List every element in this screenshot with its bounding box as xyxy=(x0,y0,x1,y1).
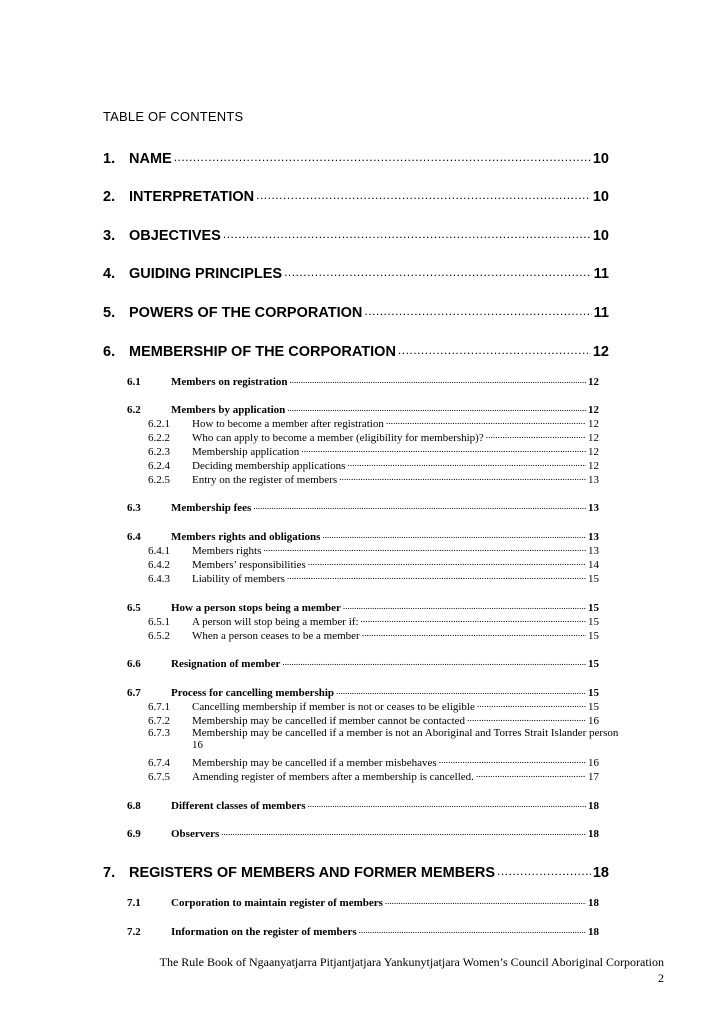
toc-entry-6-7-4[interactable] xyxy=(148,755,599,769)
entry-page: 10 xyxy=(592,188,609,205)
dot-leader xyxy=(467,713,586,724)
entry-number: 6.1 xyxy=(127,376,141,388)
entry-title: Members’ responsibilities xyxy=(192,559,306,571)
entry-number: 6.7.4 xyxy=(148,757,170,769)
entry-page: 11 xyxy=(593,265,609,282)
toc-entry-6-7-5[interactable] xyxy=(148,769,599,783)
toc-entry-4[interactable] xyxy=(103,263,609,282)
toc-entry-3[interactable] xyxy=(103,225,609,244)
dot-leader xyxy=(361,614,587,625)
entry-page: 12 xyxy=(588,418,599,430)
dot-leader xyxy=(263,543,586,554)
toc-entry-1[interactable] xyxy=(103,148,609,167)
toc-entry-6-7-3[interactable] xyxy=(148,727,678,751)
entry-number: 6.2.5 xyxy=(148,474,170,486)
toc-entry-6-5[interactable] xyxy=(127,600,599,614)
toc-entry-6[interactable] xyxy=(103,341,609,360)
entry-title: Who can apply to become a member (eligibility for membership)? xyxy=(192,432,484,444)
entry-title: Process for cancelling membership xyxy=(171,687,335,699)
entry-page: 18 xyxy=(588,926,599,938)
entry-number: 6.2 xyxy=(127,404,141,416)
entry-page: 15 xyxy=(588,602,599,614)
toc-entry-6-5-2[interactable] xyxy=(148,628,599,642)
dot-leader xyxy=(364,302,591,317)
toc-entry-6-4-3[interactable] xyxy=(148,571,599,585)
toc-entry-6-7[interactable] xyxy=(127,685,599,699)
dot-leader xyxy=(284,263,592,278)
toc-entry-6-1[interactable] xyxy=(127,374,599,388)
dot-leader xyxy=(486,430,586,441)
entry-number: 6.4.2 xyxy=(148,559,170,571)
entry-page: 15 xyxy=(588,701,599,713)
dot-leader xyxy=(256,186,591,201)
dot-leader xyxy=(385,895,586,906)
entry-page: 15 xyxy=(588,630,599,642)
entry-page: 11 xyxy=(593,304,609,321)
entry-title: Membership fees xyxy=(171,502,252,514)
toc-entry-6-2-4[interactable] xyxy=(148,458,599,472)
entry-number: 6.7.2 xyxy=(148,715,170,727)
dot-leader xyxy=(308,557,586,568)
entry-title: Members by application xyxy=(171,404,286,416)
dot-leader xyxy=(398,341,591,356)
entry-number: 6.4 xyxy=(127,531,141,543)
toc-entry-7-1[interactable] xyxy=(127,895,599,909)
entry-title: Different classes of members xyxy=(171,800,306,812)
dot-leader xyxy=(290,374,587,385)
entry-number: 6. xyxy=(103,343,116,360)
entry-page: 10 xyxy=(592,150,609,167)
entry-page: 13 xyxy=(588,531,599,543)
toc-entry-6-2-3[interactable] xyxy=(148,444,599,458)
toc-entry-6-4-2[interactable] xyxy=(148,557,599,571)
entry-page: 15 xyxy=(588,616,599,628)
entry-title: REGISTERS OF MEMBERS AND FORMER MEMBERS xyxy=(129,864,496,881)
dot-leader xyxy=(497,862,591,877)
entry-page: 12 xyxy=(588,404,599,416)
toc-entry-6-5-1[interactable] xyxy=(148,614,599,628)
entry-page: 18 xyxy=(592,864,609,881)
entry-number: 3. xyxy=(103,227,116,244)
entry-number: 6.9 xyxy=(127,828,141,840)
entry-number: 6.2.2 xyxy=(148,432,170,444)
entry-page: 15 xyxy=(588,687,599,699)
entry-number: 6.5.2 xyxy=(148,630,170,642)
entry-number: 1. xyxy=(103,150,116,167)
entry-title: GUIDING PRINCIPLES xyxy=(129,265,283,282)
entry-title: Cancelling membership if member is not or ceases to be eligible xyxy=(192,701,475,713)
entry-number: 6.2.4 xyxy=(148,460,170,472)
toc-entry-6-8[interactable] xyxy=(127,798,599,812)
entry-title: INTERPRETATION xyxy=(129,188,255,205)
dot-leader xyxy=(308,798,586,809)
entry-title: Information on the register of members xyxy=(171,926,357,938)
entry-page: 10 xyxy=(592,227,609,244)
entry-number: 5. xyxy=(103,304,116,321)
entry-page: 13 xyxy=(588,502,599,514)
entry-title: POWERS OF THE CORPORATION xyxy=(129,304,363,321)
toc-entry-6-9[interactable] xyxy=(127,826,599,840)
entry-number: 6.3 xyxy=(127,502,141,514)
dot-leader xyxy=(476,769,586,780)
entry-title: Membership application xyxy=(192,446,300,458)
toc-entry-6-6[interactable] xyxy=(127,656,599,670)
entry-page: 12 xyxy=(588,432,599,444)
footer-text: The Rule Book of Ngaanyatjarra Pitjantjatjara Yankunytjatjara Women’s Council Aboriginal Corporation xyxy=(159,955,664,969)
entry-title: Resignation of member xyxy=(171,658,281,670)
entry-number: 6.2.1 xyxy=(148,418,170,430)
toc-entry-6-3[interactable] xyxy=(127,500,599,514)
entry-title: How a person stops being a member xyxy=(171,602,341,614)
toc-entry-6-2-2[interactable] xyxy=(148,430,599,444)
entry-title: MEMBERSHIP OF THE CORPORATION xyxy=(129,343,396,360)
entry-page: 18 xyxy=(588,828,599,840)
dot-leader xyxy=(282,656,586,667)
dot-leader xyxy=(362,628,586,639)
entry-number: 6.7.5 xyxy=(148,771,170,783)
dot-leader xyxy=(439,755,586,766)
entry-number: 7.1 xyxy=(127,897,141,909)
entry-number: 6.6 xyxy=(127,658,141,670)
entry-title: Entry on the register of members xyxy=(192,474,338,486)
entry-number: 6.4.1 xyxy=(148,545,170,557)
entry-page: 12 xyxy=(588,460,599,472)
entry-number: 6.7 xyxy=(127,687,141,699)
entry-number: 2. xyxy=(103,188,116,205)
entry-page: 12 xyxy=(588,376,599,388)
entry-title: Membership may be cancelled if a member misbehaves xyxy=(192,757,437,769)
dot-leader xyxy=(359,924,586,935)
entry-title: Members on registration xyxy=(171,376,288,388)
entry-page: 16 xyxy=(588,715,599,727)
dot-leader xyxy=(477,699,586,710)
toc-entry-6-4[interactable] xyxy=(127,529,599,543)
dot-leader xyxy=(223,225,591,240)
entry-page: 12 xyxy=(588,446,599,458)
dot-leader xyxy=(343,600,586,611)
toc-entry-6-2-1[interactable] xyxy=(148,416,599,430)
dot-leader xyxy=(287,402,586,413)
entry-page: 16 xyxy=(192,739,203,751)
entry-number: 7.2 xyxy=(127,926,141,938)
entry-title: When a person ceases to be a member xyxy=(192,630,360,642)
entry-number: 6.8 xyxy=(127,800,141,812)
entry-title: A person will stop being a member if: xyxy=(192,616,359,628)
toc-entry-6-2[interactable] xyxy=(127,402,599,416)
toc-entry-2[interactable] xyxy=(103,186,609,205)
entry-page: 18 xyxy=(588,800,599,812)
entry-page: 15 xyxy=(588,658,599,670)
entry-number: 6.7.3 xyxy=(148,727,170,739)
entry-title: Deciding membership applications xyxy=(192,460,346,472)
entry-title: OBJECTIVES xyxy=(129,227,221,244)
entry-title: How to become a member after registration xyxy=(192,418,384,430)
dot-leader xyxy=(347,458,586,469)
entry-number: 7. xyxy=(103,864,116,881)
entry-number: 6.5.1 xyxy=(148,616,170,628)
toc-entry-7[interactable] xyxy=(103,862,609,881)
entry-number: 6.4.3 xyxy=(148,573,170,585)
entry-page: 13 xyxy=(588,474,599,486)
toc-entry-6-7-2[interactable] xyxy=(148,713,599,727)
entry-page: 14 xyxy=(588,559,599,571)
toc-entry-6-2-5[interactable] xyxy=(148,472,599,486)
entry-title: Liability of members xyxy=(192,573,285,585)
dot-leader xyxy=(386,416,586,427)
entry-number: 6.2.3 xyxy=(148,446,170,458)
entry-number: 4. xyxy=(103,265,116,282)
entry-page: 16 xyxy=(588,757,599,769)
entry-page: 12 xyxy=(592,343,609,360)
dot-leader xyxy=(339,472,586,483)
entry-title: Members rights xyxy=(192,545,262,557)
dot-leader xyxy=(174,148,591,163)
entry-page: 15 xyxy=(588,573,599,585)
entry-page: 13 xyxy=(588,545,599,557)
entry-page: 18 xyxy=(588,897,599,909)
dot-leader xyxy=(322,529,586,540)
dot-leader xyxy=(287,571,586,582)
dot-leader xyxy=(221,826,586,837)
toc-entry-6-7-1[interactable] xyxy=(148,699,599,713)
entry-title: Amending register of members after a membership is cancelled. xyxy=(192,771,474,783)
entry-title: Corporation to maintain register of members xyxy=(171,897,383,909)
dot-leader xyxy=(301,444,586,455)
toc-entry-7-2[interactable] xyxy=(127,924,599,938)
dot-leader xyxy=(253,500,586,511)
entry-title: Membership may be cancelled if member cannot be contacted xyxy=(192,715,466,727)
entry-title: Observers xyxy=(171,828,220,840)
footer-page-number: 2 xyxy=(658,971,664,985)
entry-number: 6.5 xyxy=(127,602,141,614)
entry-page: 17 xyxy=(588,771,599,783)
dot-leader xyxy=(336,685,586,696)
toc-entry-6-4-1[interactable] xyxy=(148,543,599,557)
toc-title: TABLE OF CONTENTS xyxy=(103,109,244,124)
entry-title: Membership may be cancelled if a member is not an Aboriginal and Torres Strait Islander person xyxy=(192,727,619,739)
entry-title: NAME xyxy=(129,150,172,167)
entry-number: 6.7.1 xyxy=(148,701,170,713)
entry-title: Members rights and obligations xyxy=(171,531,321,543)
toc-entry-5[interactable] xyxy=(103,302,609,321)
